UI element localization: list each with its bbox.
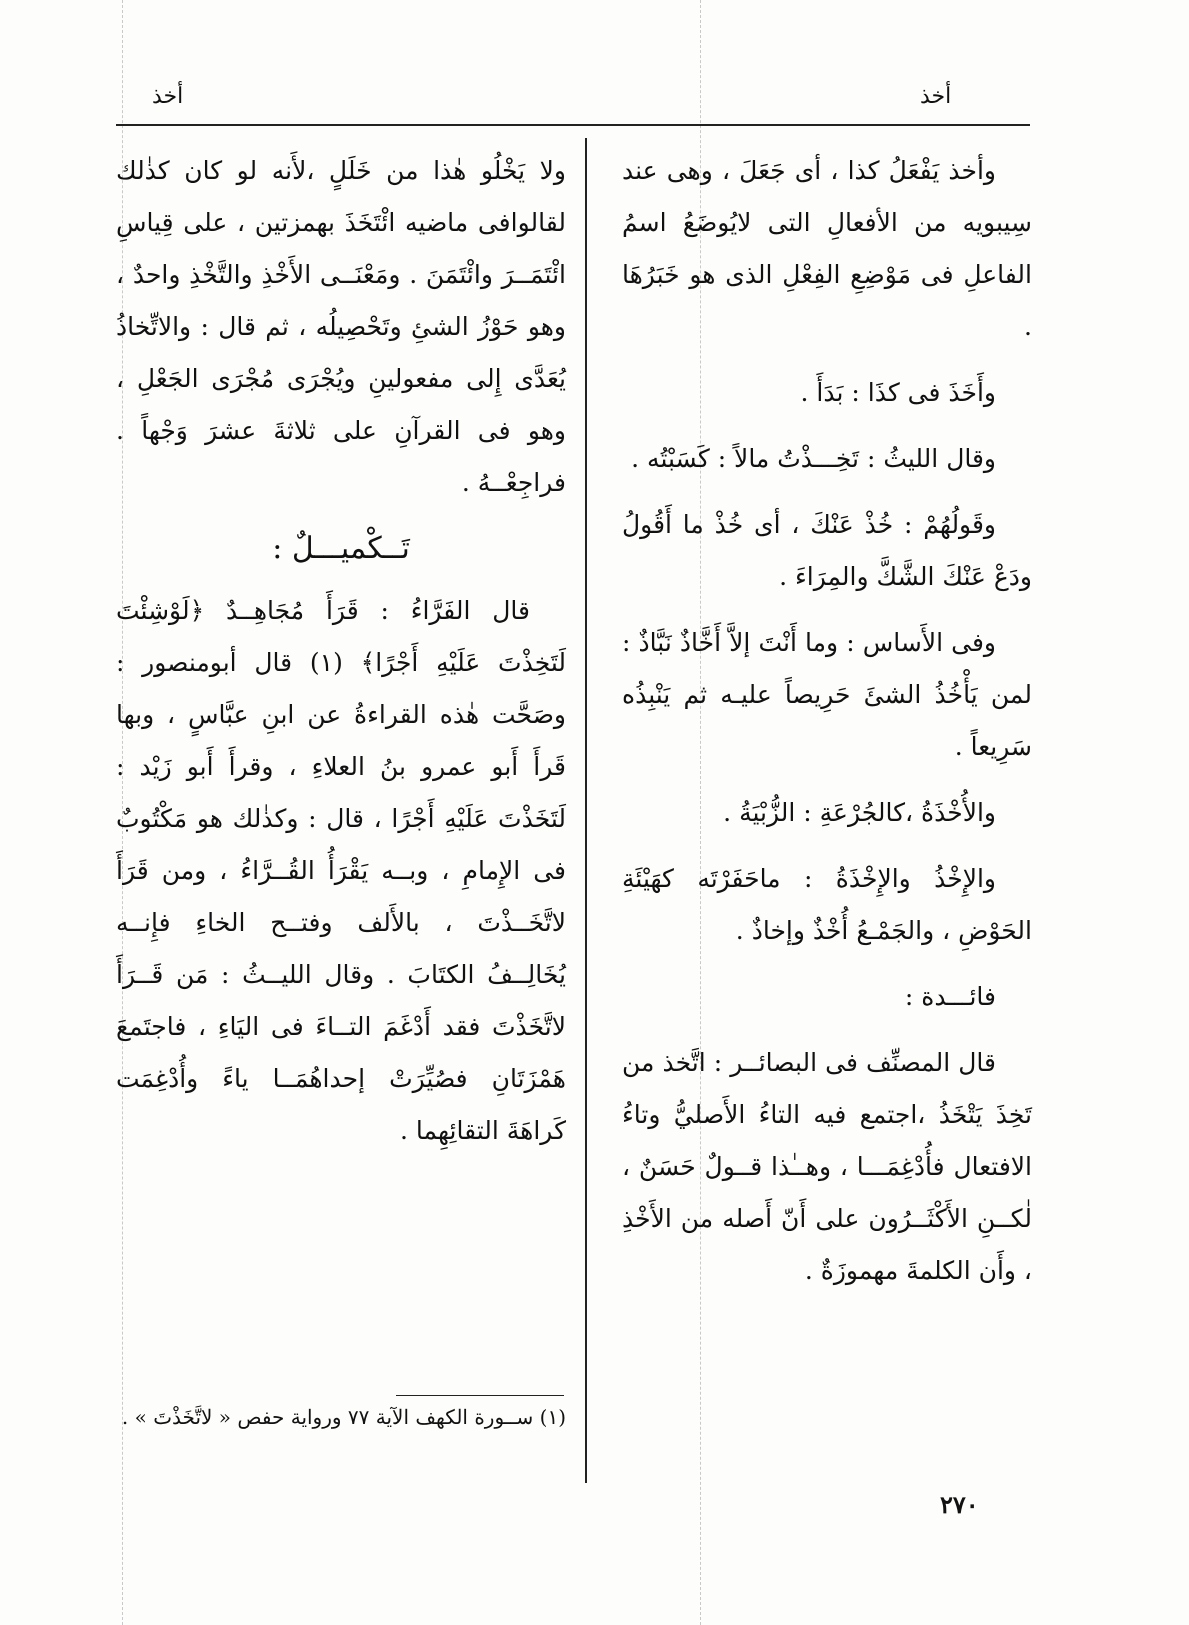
paragraph: قال الفَرَّاءُ : قَرَأَ مُجَاهِــدٌ ﴿لَوْشِئْتَ لَتَخِذْتَ عَلَيْهِ أَجْرًا﴾ (١) قال أبومنصور : وصَحَّت هٰذه القراءةُ عن ابنِ عبَّاسٍ ، وبها قَرأَ أَبو عمرو بنُ العلاءِ ، وقرأَ أَبو زَيْد : لَتَخَذْتَ عَلَيْهِ أَجْرًا ، قال : وكذٰلك هو مَكْتُوبٌ فى الإِمامِ ، وبــه يَقْرَأُ القُــرَّاءُ ، ومن قَرَأَ لاتَّخَــذْتَ ، بالأَلف وفتــح الخاءِ فإِنــه يُخَالِــفُ الكتَابَ . وقال الليــثُ : مَن قَــرَأَ لاتَّخَذْتَ فقد أَدْغَمَ التــاءَ فى اليَاءِ ، فاجتَمعَ هَمْزَتَانِ فصُيِّرَتْ إحداهُمَــا ياءً وأُدْغِمَت كَراهَةَ التقائِهِما . [116,596,566,1145]
footnote-text: (١) ســورة الكهف الآية ٧٧ ورواية حفص « لاتَّخَذْتَ » . [121,1405,566,1429]
footnote-rule [396,1395,564,1396]
paragraph: وأَخَذَ فى كذَا : بَدَأَ . [800,378,996,407]
section-heading: تَــكْميـــلٌ : [272,531,410,566]
header-rule [116,124,1030,126]
column-separator [585,138,587,1483]
paragraph: والأُخْذَةُ ،كالجُرْعَةِ : الزُّبْيَةُ . [723,798,996,827]
paragraph: وقَولُهُمْ : خُذْ عَنْكَ ، أى خُذْ ما أَقُولُ ودَعْ عَنْكَ الشَّكَّ والمِرَاءَ . [622,510,1032,591]
paragraph: قال المصنِّف فى البصائــر : اتَّخذ من تَخِذَ يَتْخَذُ ،اجتمع فيه التاءُ الأَصليُّ وتاءُ الافتعال فأُدْغِمَـــا ، وهــٰذا قــولٌ حَسَنٌ ، لٰكــنِ الأَكْثَــرُون على أَنّ أَصله من الأَخْذِ ، وأَن الكلمةَ مهموزَةٌ . [622,1048,1032,1285]
section-label: فائـــدة : [904,982,996,1011]
left-column [116,145,566,1171]
paragraph: وأخذ يَفْعَلُ كذا ، أى جَعَلَ ، وهى عند سِيبويه من الأفعالِ التى لايُوضَعُ اسمُ الفاعلِ فى مَوْضِعِ الفِعْلِ الذى هو خَبَرُهَا . [622,156,1032,341]
paragraph: وقال الليثُ : تَخِـــذْتُ مالاً : كَسَبْتُه . [631,444,996,473]
page-number: ٢٧٠ [940,1490,979,1519]
footnote [116,1400,566,1434]
paragraph: وفى الأَساس : وما أَنْتَ إلاَّ أَخَّاذٌ نَبَّاذٌ : لمن يَأْخُذُ الشئَ حَرِيصاً عليـه ثم يَنْبِذُه سَرِيعاً . [622,628,1032,761]
running-header-left: أخذ [152,84,184,109]
right-column [622,145,1032,1311]
running-header-right: أخذ [920,84,952,109]
paragraph: ولا يَخْلُو هٰذا من خَلَلٍ ،لأَنه لو كان كذٰلك لقالوافى ماضيه ائْتَخَذَ بهمزتين ، على قِياسِ ائْتَمَــرَ وائْتَمَنَ . ومَعْنَــى الأَخْذِ والتَّخْذِ واحدٌ ، وهو حَوْزُ الشئِ وتَحْصِيلُه ، ثم قال : والاتِّخاذُ يُعَدَّى إِلى مفعولينِ ويُجْرَى مُجْرَى الجَعْلِ ، وهو فى القرآنِ على ثلاثةَ عشرَ وَجْهاً . فراجِعْــهُ . [116,156,566,497]
paragraph: والإِخْذُ والإِخْذَةُ : ماحَفَرْتَه كهَيْئَةِ الحَوْضِ ، والجَمْـعُ أُخْذٌ وإخاذٌ . [622,864,1032,945]
